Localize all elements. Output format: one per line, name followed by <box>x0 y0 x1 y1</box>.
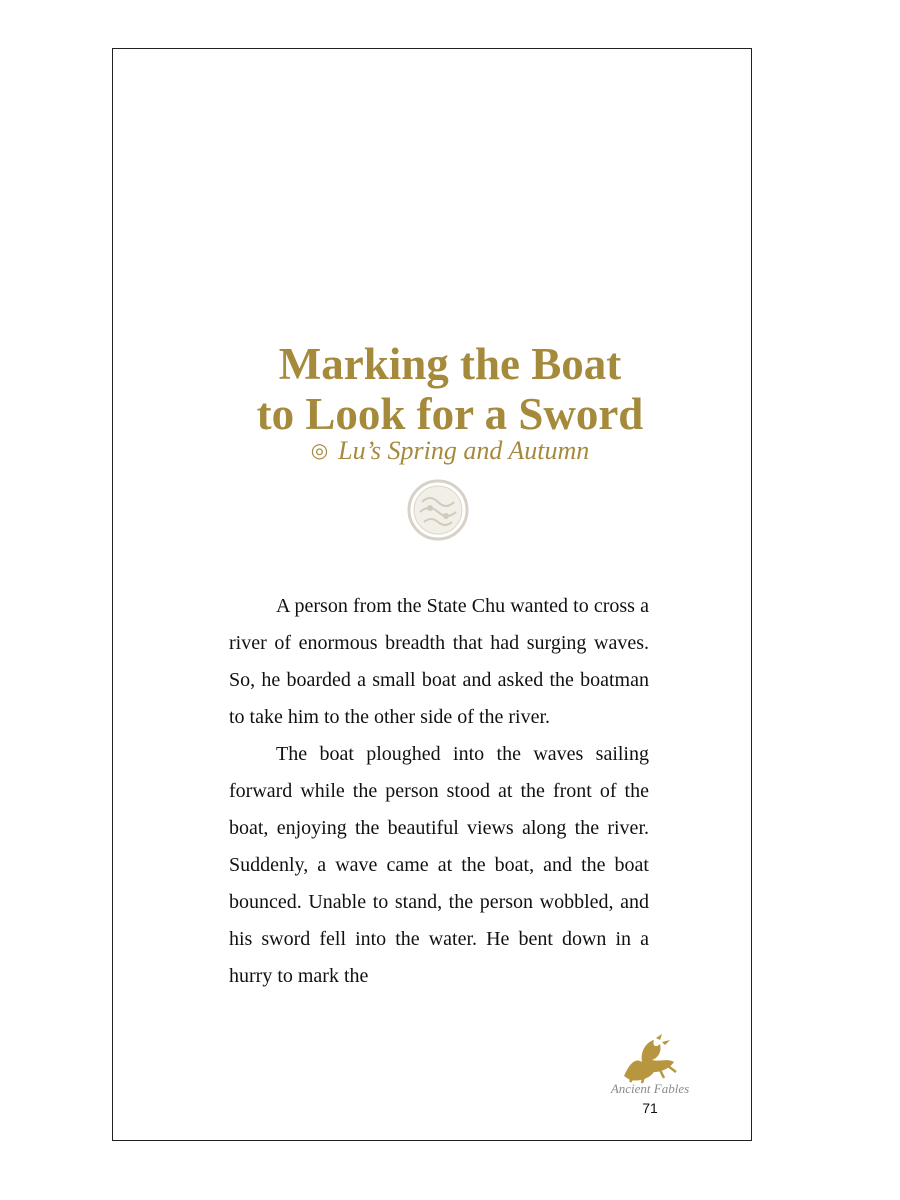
paragraph-1: A person from the State Chu wanted to cross a river of enormous breadth that had surging waves. So, he boarded a small boat and asked the boatman to take him to the other side of the river. <box>229 595 649 728</box>
source-subtitle <box>0 435 900 467</box>
dragon-emblem-icon <box>616 1032 682 1084</box>
double-circle-icon: ◎ <box>310 440 329 462</box>
page-title-line-1: Marking the Boat <box>278 339 622 389</box>
series-label: Ancient Fables <box>610 1081 690 1096</box>
paragraph-2: The boat ploughed into the waves sailing forward while the person stood at the front of the boat, enjoying the beautiful views along the river. Suddenly, a wave came at the boat, and the boat bounced. Unable to stand, the person wobbled, and his sword fell into the water. He bent down in a hurry to mark the <box>229 743 649 987</box>
source-title: Lu’s Spring and Autumn <box>338 436 590 465</box>
round-seal-icon <box>406 478 470 542</box>
page-title-line-2: to Look for a Sword <box>256 389 644 439</box>
page-number: 71 <box>642 1100 658 1116</box>
story-body <box>229 588 649 995</box>
